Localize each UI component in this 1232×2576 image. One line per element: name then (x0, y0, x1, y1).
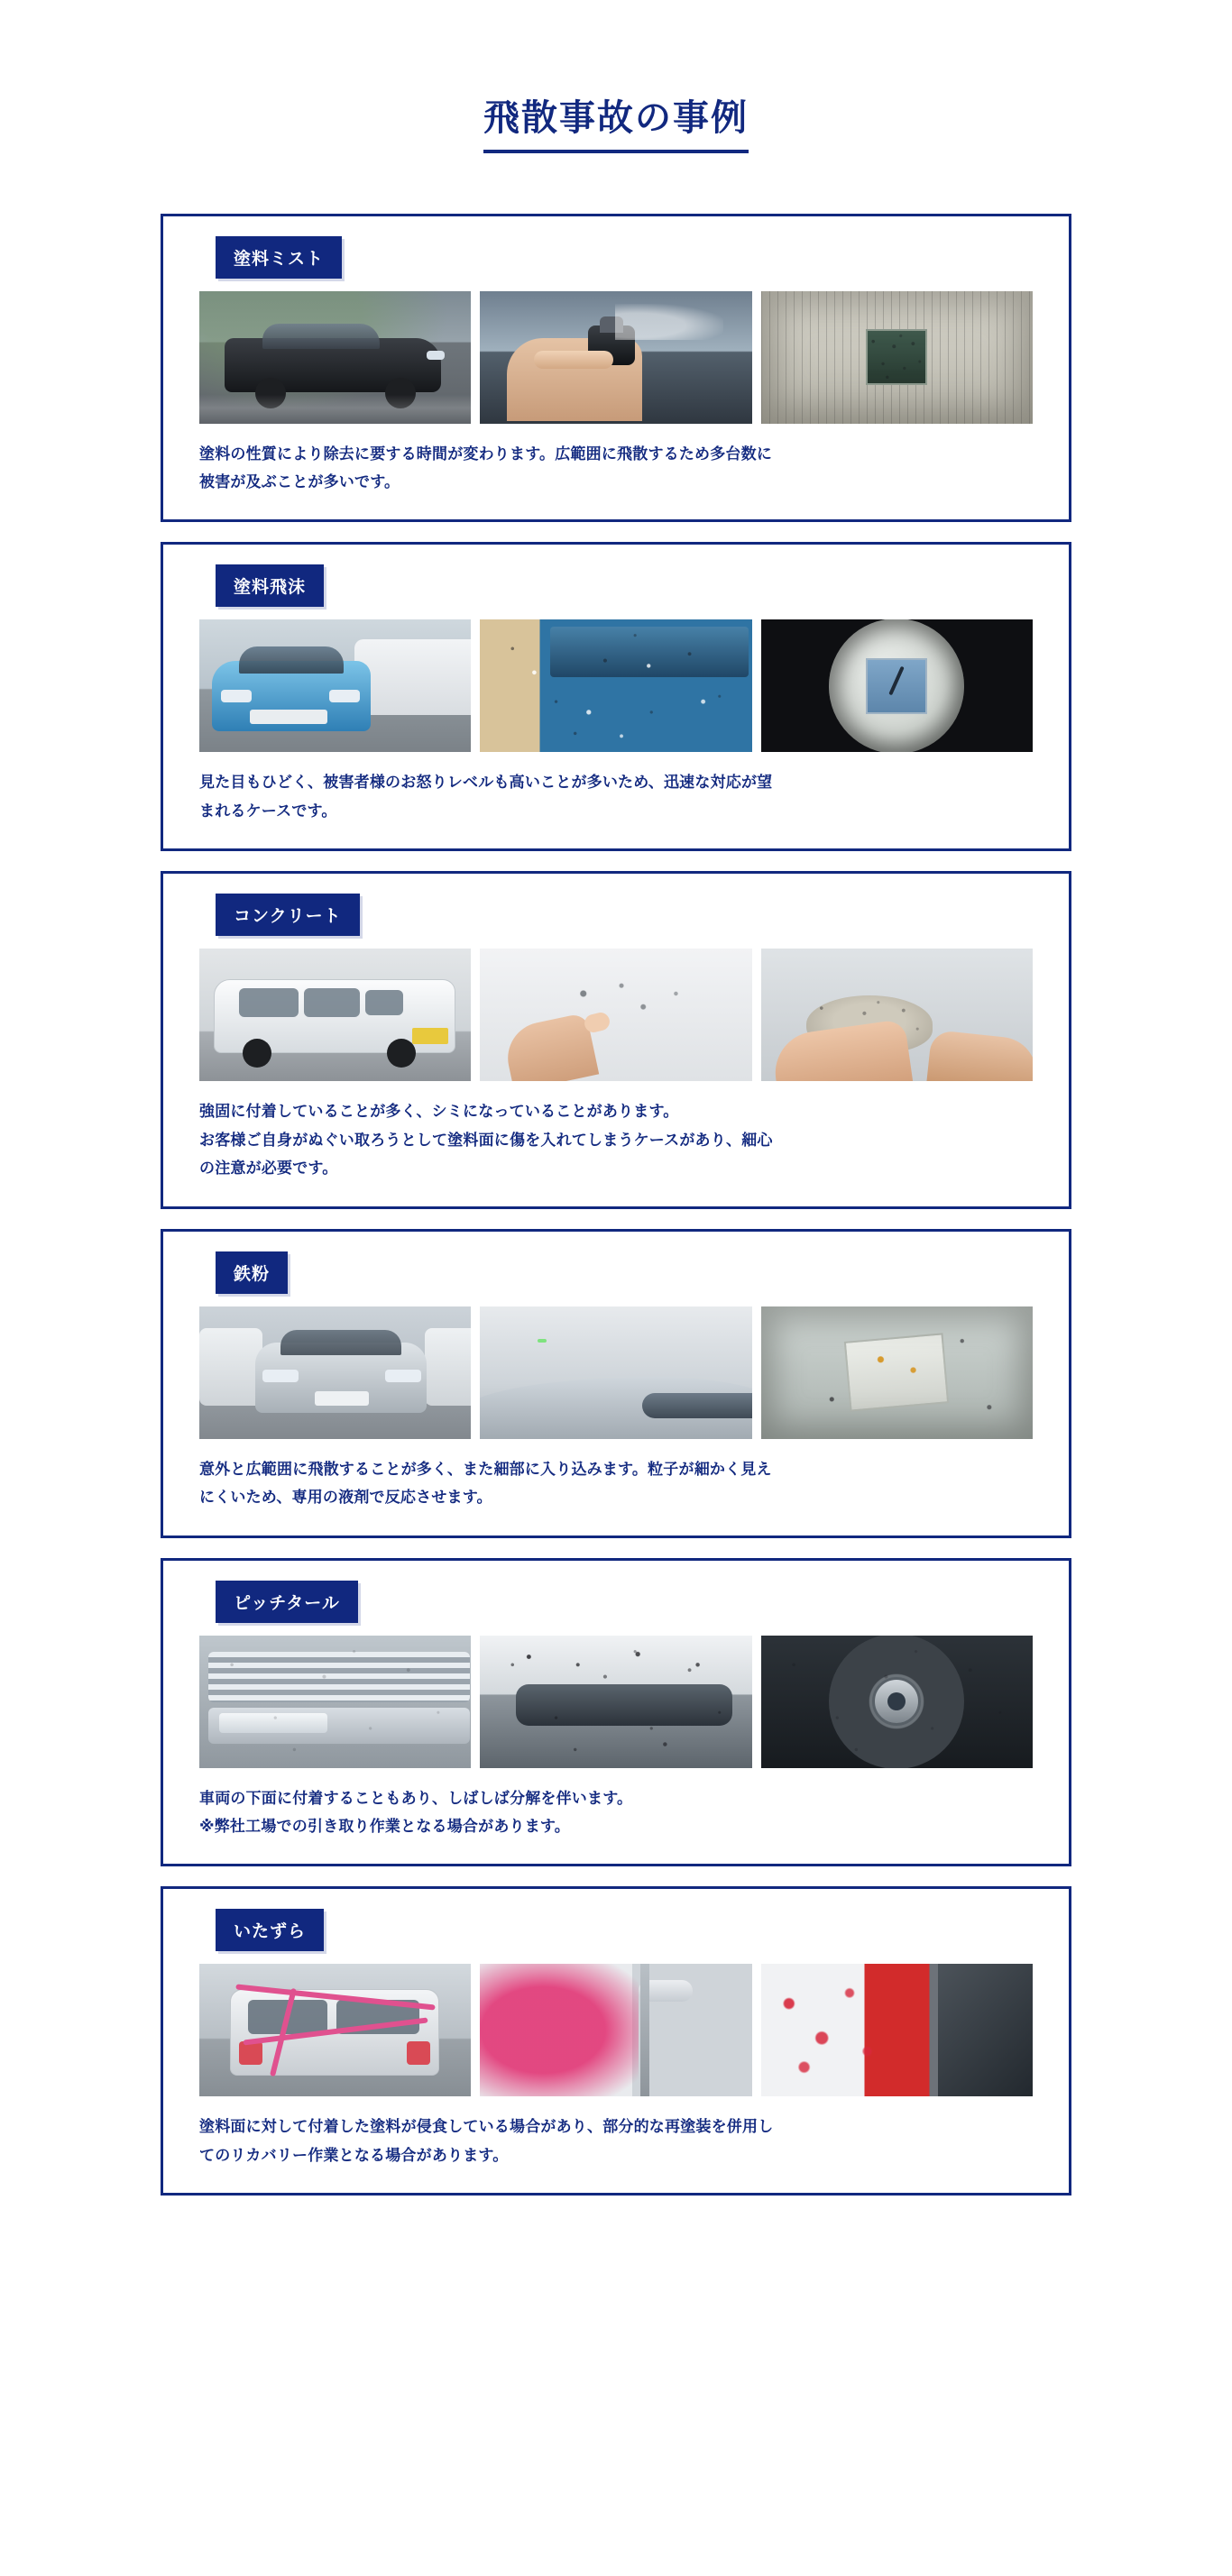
case-caption (187, 768, 1045, 825)
case-card-list (161, 214, 1071, 2196)
case-caption (187, 1784, 1045, 1841)
page-title: 飛散事故の事例 (483, 89, 749, 153)
case-photo (480, 1636, 751, 1768)
case-photo (761, 619, 1033, 752)
photo-row (187, 1964, 1045, 2096)
caption-line: 塗料の性質により除去に要する時間が変わります。広範囲に飛散するため多台数に (199, 445, 773, 463)
badge-row (187, 564, 1045, 607)
caption-line: にくいため、専用の液剤で反応させます。 (199, 1489, 492, 1507)
caption-line: の注意が必要です。 (199, 1160, 338, 1178)
case-badge: 鉄粉 (216, 1251, 288, 1294)
badge-row (187, 236, 1045, 279)
caption-line: 塗料面に対して付着した塗料が侵食している場合があり、部分的な再塗装を併用し (199, 2118, 774, 2136)
case-photo (480, 949, 751, 1081)
case-photo (761, 1306, 1033, 1439)
case-caption (187, 440, 1045, 497)
caption-line: 被害が及ぶことが多いです。 (199, 473, 400, 491)
photo-row (187, 291, 1045, 424)
case-photo (199, 1636, 471, 1768)
case-card (161, 1886, 1071, 2196)
badge-row (187, 1909, 1045, 1951)
case-photo (761, 949, 1033, 1081)
case-card (161, 1558, 1071, 1867)
case-photo (761, 1964, 1033, 2096)
photo-row (187, 949, 1045, 1081)
case-caption (187, 1097, 1045, 1182)
case-badge: ピッチタール (216, 1581, 358, 1623)
caption-line: ※弊社工場での引き取り作業となる場合があります。 (199, 1817, 570, 1835)
case-card (161, 542, 1071, 851)
case-photo (761, 291, 1033, 424)
caption-line: お客様ご自身がぬぐい取ろうとして塗料面に傷を入れてしまうケースがあり、細心 (199, 1131, 773, 1149)
case-photo (199, 1306, 471, 1439)
case-photo (480, 1964, 751, 2096)
case-photo (199, 291, 471, 424)
caption-line: まれるケースです。 (199, 802, 337, 820)
case-card (161, 871, 1071, 1208)
case-badge: コンクリート (216, 894, 360, 936)
case-card (161, 1229, 1071, 1538)
badge-row (187, 1581, 1045, 1623)
page-title-wrap (0, 0, 1232, 214)
case-card (161, 214, 1071, 523)
case-photo (761, 1636, 1033, 1768)
case-caption (187, 1455, 1045, 1512)
case-photo (480, 619, 751, 752)
caption-line: てのリカバリー作業となる場合があります。 (199, 2146, 509, 2164)
case-photo (199, 619, 471, 752)
badge-row (187, 894, 1045, 936)
caption-line: 意外と広範囲に飛散することが多く、また細部に入り込みます。粒子が細かく見え (199, 1460, 772, 1478)
case-photo (199, 1964, 471, 2096)
case-photo (199, 949, 471, 1081)
case-badge: いたずら (216, 1909, 324, 1951)
caption-line: 車両の下面に付着することもあり、しばしば分解を伴います。 (199, 1789, 633, 1807)
photo-row (187, 619, 1045, 752)
case-badge: 塗料ミスト (216, 236, 342, 279)
photo-row (187, 1636, 1045, 1768)
badge-row (187, 1251, 1045, 1294)
photo-row (187, 1306, 1045, 1439)
case-caption (187, 2113, 1045, 2169)
case-photo (480, 291, 751, 424)
case-photo (480, 1306, 751, 1439)
caption-line: 見た目もひどく、被害者様のお怒りレベルも高いことが多いため、迅速な対応が望 (199, 774, 773, 792)
case-badge: 塗料飛沫 (216, 564, 324, 607)
caption-line: 強固に付着していることが多く、シミになっていることがあります。 (199, 1103, 679, 1121)
